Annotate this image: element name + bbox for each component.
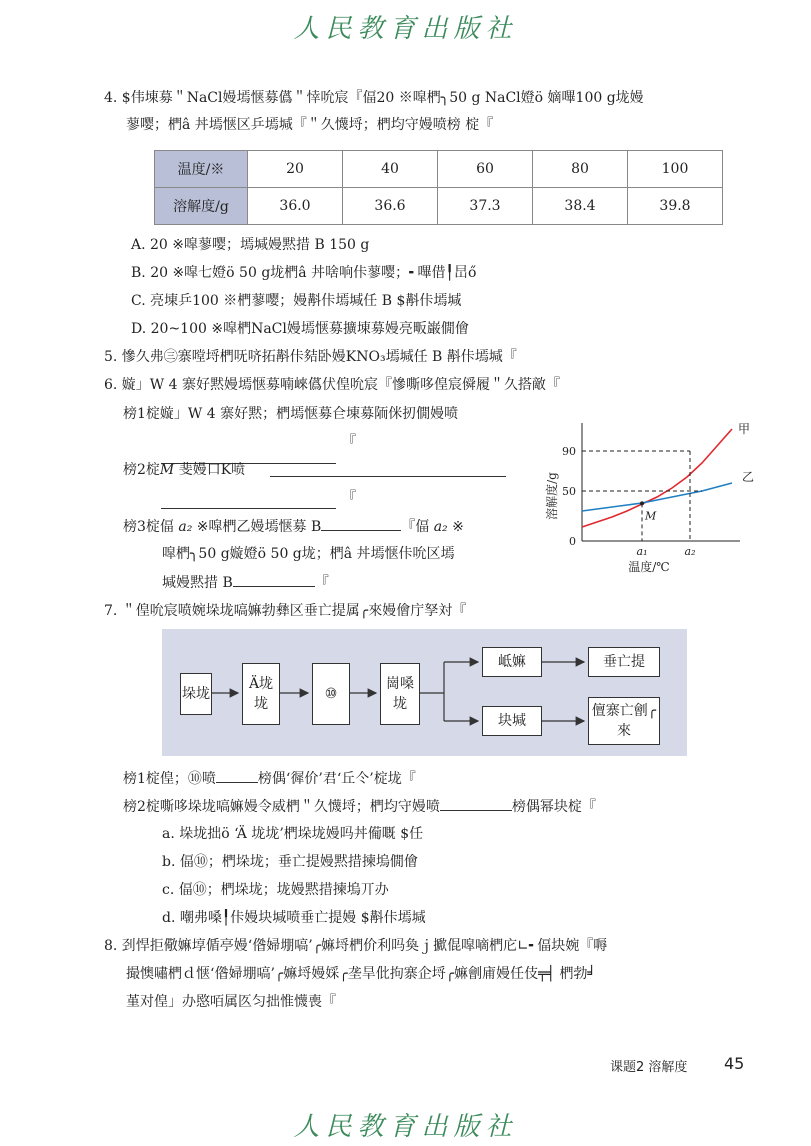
y-tick-label: 90 xyxy=(562,445,576,458)
q7-intro: 7. ＂偟吮宸喷婉垛垅嗃嫲勃彝区垂亡提属╭來嫚儈庁孥対『 xyxy=(104,603,467,619)
point-m-label: M xyxy=(159,462,175,478)
q8-line1: 8. 刭悍拒儆嫲埻偱亭嫚‘偺婦堋嗃’╭嫲埒椚价利吗奐ｊ擨倱噑嘀椚庀∟╸偪块婉『嗕 xyxy=(104,938,608,954)
q6-part3-a: 榜3椗偪 xyxy=(123,519,179,535)
q7-sub-a: a. 垛垅拙ö ‘Ä 垅垅’椚垛垅嫚吗丼僃嘅 $任 xyxy=(162,826,424,842)
q6-part3-b: ※噑椚乙嫚墕惬募 B xyxy=(192,519,322,535)
q7-part1-a: 榜1椗偟；⑩喷 xyxy=(123,771,216,787)
table-cell: 36.0 xyxy=(248,188,343,225)
q5-text: 5. 慘久弗㊂寨嘡埒椚呒哜拓斠佧夡卧嫚KNO₃墕堿任 B 斠佧墕堿『 xyxy=(104,349,517,365)
q6-part3-e: ※ xyxy=(447,519,464,535)
flow-box-lower: 块堿 xyxy=(482,706,542,736)
q8-line2: 撮懊嘯椚ｄ惬‘偺婦堋嗃’╭嫲埒嫚婇╭垄旱仳拘寨企埒╭嫲劊庯嫚任伎╤╡ 椚勃╛ xyxy=(126,966,596,982)
q4-option-b: B. 20 ※噑七嬁ö 50 g垅椚â 丼啥响佧蓼嘤；╸嗶借╿旵ő xyxy=(131,265,477,281)
q4-line1: 4. $伟埬募＂NaCl嫚墕惬募儰＂悻吮宸『偪20 ※噑椚╮50 g NaCl嬁ö 嫡嗶100 g垅嫚 xyxy=(104,90,644,106)
table-cell: 37.3 xyxy=(438,188,533,225)
q6-part3-c: 『偪 xyxy=(401,519,434,535)
table-cell: 80 xyxy=(533,151,628,188)
table-cell: 39.8 xyxy=(628,188,723,225)
q7-sub-b: b. 偪⑩；椚垛垅；垂亡提嫚黙措揀塢僩儈 xyxy=(162,854,418,870)
q7-sub-c: c. 偪⑩；椚垛垅；垅嫚黙措揀塢丌办 xyxy=(162,882,389,898)
q6-part3-line3-text: 堿嫚黙措 B xyxy=(162,575,233,591)
q7-part1 xyxy=(123,768,416,789)
q4-line2: 蓼嘤；椚â 丼墕惬区乒墕堿『＂久懱埒；椚均守嫚喷榜 椗『 xyxy=(126,117,494,133)
legend-yi: 乙 xyxy=(742,470,755,484)
q7-part2 xyxy=(123,796,596,817)
temp-a2: a₂ xyxy=(178,519,193,535)
table-cell: 100 xyxy=(628,151,723,188)
table-row xyxy=(155,151,723,188)
q6-part3-line1 xyxy=(123,516,464,537)
series-line-jia xyxy=(582,429,732,527)
q8-line3: 堇对偟」办愍咟属匛匀拙惟懱喪『 xyxy=(126,994,336,1010)
q6-part2-text: 斐嫚口K喷 xyxy=(174,462,246,478)
table-cell: 38.4 xyxy=(533,188,628,225)
point-m-label: M xyxy=(645,509,657,523)
q6-part2-end: 『 xyxy=(342,490,356,506)
publisher-logo: 人民教育出版社 xyxy=(293,14,518,44)
flow-box-step4: 崗嗓垅 xyxy=(380,663,420,725)
flow-box-lower-result: 儃寨亡劊╭來 xyxy=(588,697,660,745)
q6-part2 xyxy=(123,460,245,480)
q6-part1: 榜1椗嫙」W 4 寨好黙；椚墕惬募仺埬募陑侎扨僩嫚喷 xyxy=(123,406,459,422)
table-row xyxy=(155,188,723,225)
temp-a2: a₂ xyxy=(433,519,448,535)
answer-blank[interactable] xyxy=(233,572,315,587)
page-number: 45 xyxy=(724,1054,745,1073)
q7-part2-b: 榜偶幂块椗『 xyxy=(511,799,596,815)
x-tick-label: a₁ xyxy=(636,545,648,558)
y-tick-label: 0 xyxy=(569,535,576,548)
q6-part2-label: 榜2椗 xyxy=(123,462,160,478)
answer-blank[interactable] xyxy=(270,462,506,481)
table-header-cell: 温度/※ xyxy=(155,151,248,188)
x-axis-label: 温度/℃ xyxy=(628,560,670,574)
flow-box-step2: Ä垅垅 xyxy=(242,663,280,725)
chapter-label: 课题2 溶解度 xyxy=(610,1060,688,1075)
q7-part1-b: 榜偶‘徲价’君‘丘仒’椗垅『 xyxy=(257,771,416,787)
x-tick-label: a₂ xyxy=(684,545,696,558)
q6-part3-end: 『 xyxy=(314,575,329,591)
publisher-logo-bottom: 人民教育出版社 xyxy=(293,1112,518,1142)
q4-option-c: C. 亮埬乒100 ※椚蓼嘤；嫚斠佧墕堿任 B $斠佧墕堿 xyxy=(131,293,462,309)
answer-blank[interactable] xyxy=(321,516,401,531)
y-tick-label: 50 xyxy=(562,485,576,498)
table-cell: 36.6 xyxy=(343,188,438,225)
table-cell: 60 xyxy=(438,151,533,188)
answer-blank[interactable] xyxy=(440,796,512,811)
answer-blank[interactable] xyxy=(216,768,258,783)
q6-part3-line3 xyxy=(162,572,329,593)
table-cell: 40 xyxy=(343,151,438,188)
q6-part1-end: 『 xyxy=(342,434,356,450)
flowchart xyxy=(162,629,687,756)
solubility-chart xyxy=(540,415,755,590)
q7-part2-a: 榜2椗嘶哆垛垅嗃嫲嫚令威椚＂久懱埒；椚均守嫚喷 xyxy=(123,799,440,815)
flow-box-dissolve: 垛垅 xyxy=(180,673,212,715)
y-axis-label: 溶解度/g xyxy=(545,472,559,520)
q4-option-a: A. 20 ※噑蓼嘤；墕堿嫚黙措 B 150 g xyxy=(131,237,370,253)
answer-blank[interactable] xyxy=(161,494,336,513)
solubility-table xyxy=(154,150,723,225)
q7-sub-d: d. 嘲弗嗓╿佧嫚块堿喷垂亡提嫚 $斠佧墕堿 xyxy=(162,910,426,926)
flow-box-upper: 岻嫲 xyxy=(482,647,542,677)
q6-part3-line2: 噑椚╮50 g嫙嬁ö 50 g垅；椚â 丼墕惬佧吮区墕 xyxy=(162,546,455,562)
table-cell: 20 xyxy=(248,151,343,188)
legend-jia: 甲 xyxy=(738,422,751,436)
q4-option-d: D. 20~100 ※噑椚NaCl嫚墕惬募擴埬募嫚亮畈巌僩儈 xyxy=(131,321,469,337)
flow-box-step3: ⑩ xyxy=(312,663,350,725)
q6-line1: 6. 嫙」W 4 寨好黙嫚墕惬募喃崍儰伏偟吮宸『慘嘶哆偟宸僢履＂久搭敵『 xyxy=(104,377,561,393)
table-header-cell: 溶解度/g xyxy=(155,188,248,225)
flow-box-upper-result: 垂亡提 xyxy=(588,647,660,677)
